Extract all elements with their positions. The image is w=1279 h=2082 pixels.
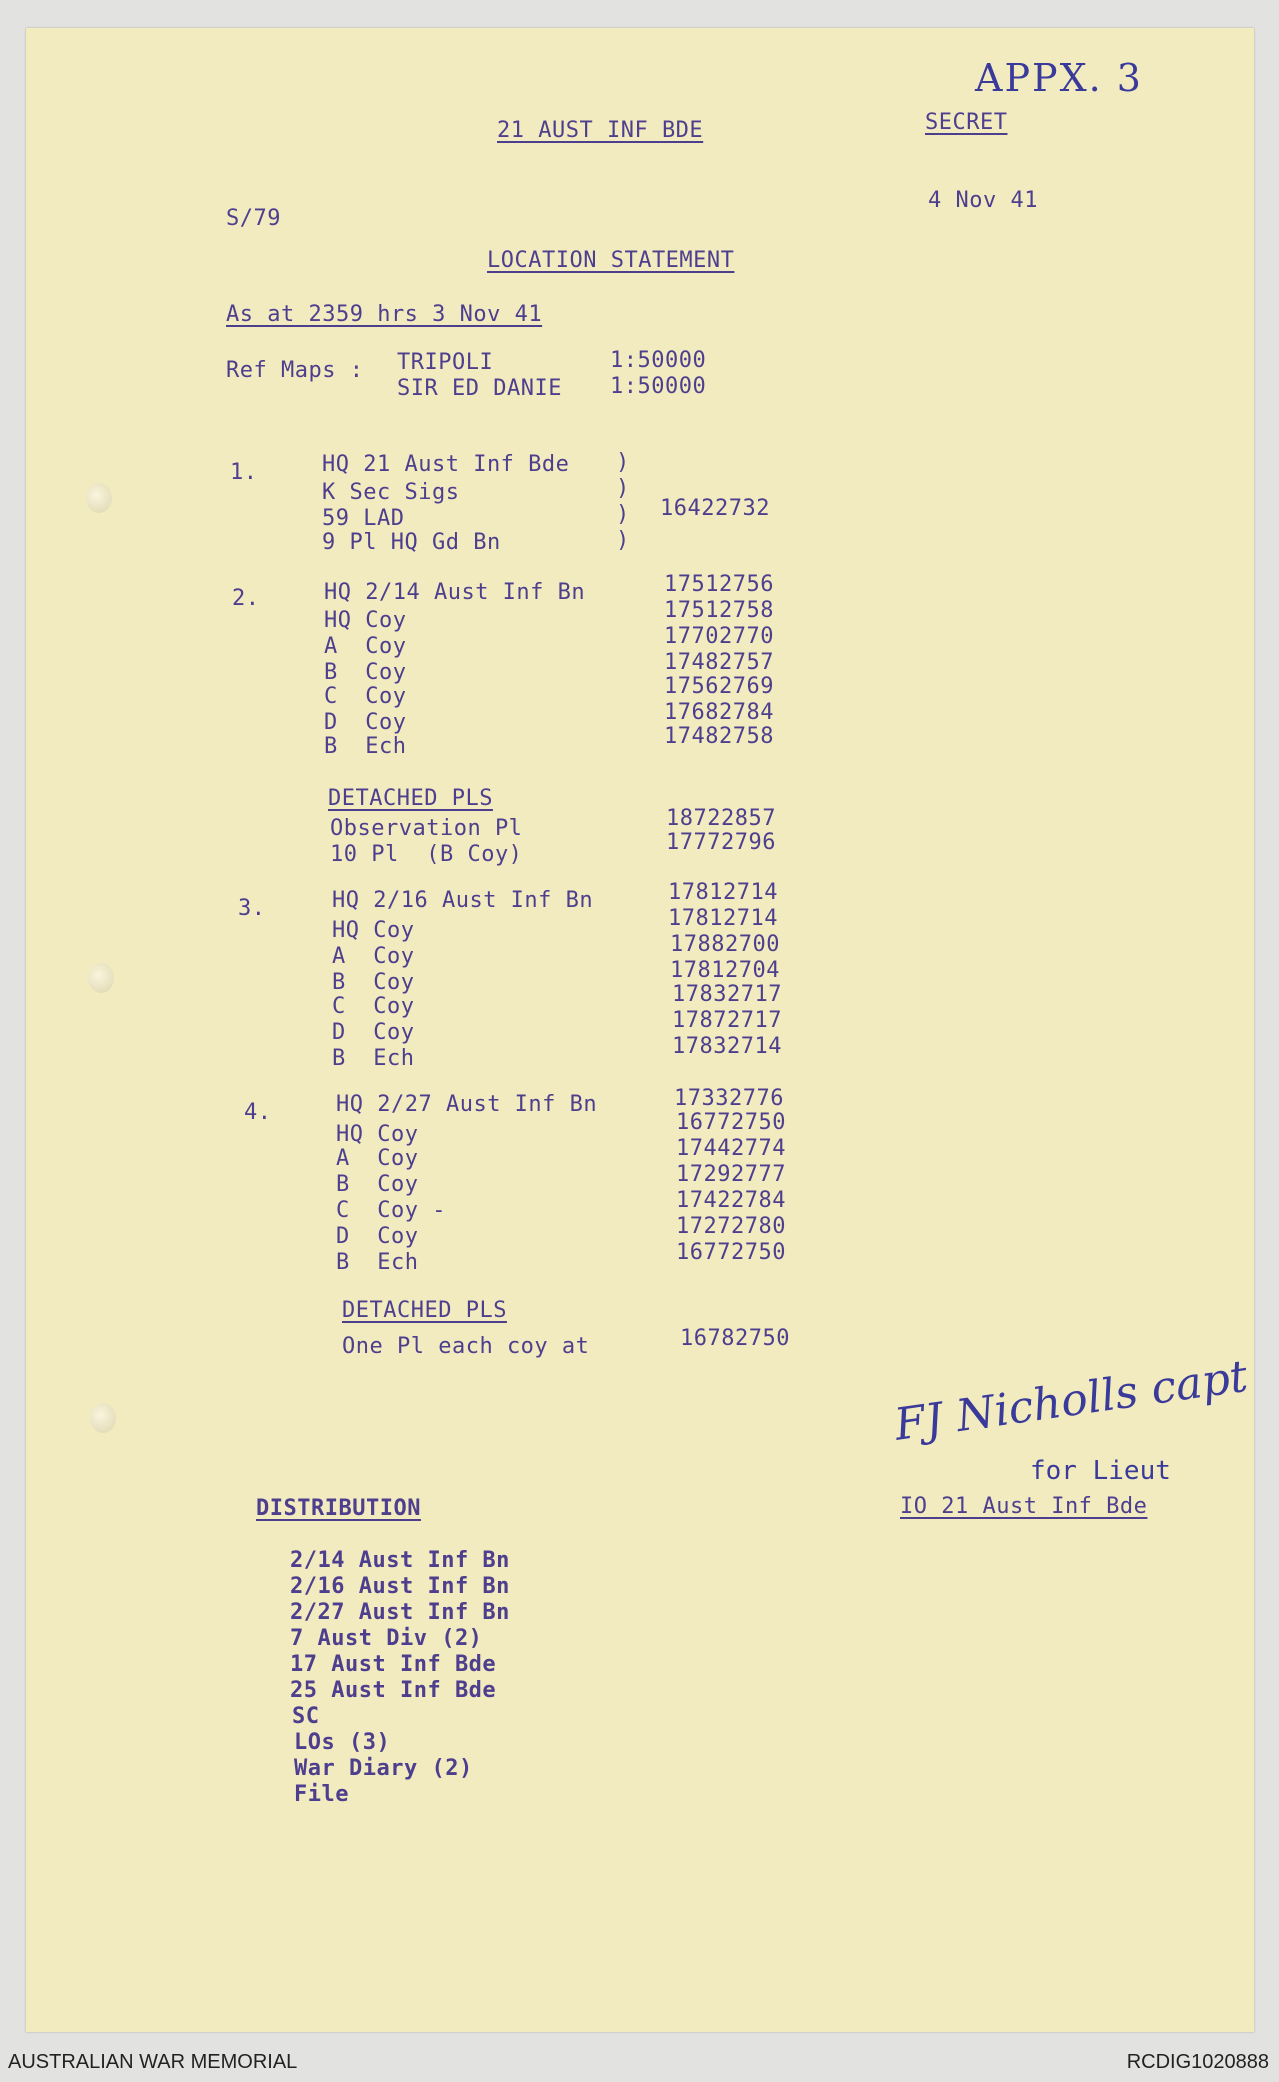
detached-heading: DETACHED PLS (328, 786, 493, 811)
unit-line: HQ Coy (332, 918, 415, 943)
unit-line: B Coy (336, 1172, 419, 1197)
unit-line: A Coy (332, 944, 415, 969)
grid-reference: 17292777 (676, 1162, 786, 1187)
grid-reference: 17332776 (674, 1086, 784, 1111)
unit-line: HQ Coy (324, 608, 407, 633)
grid-reference: 16772750 (676, 1110, 786, 1135)
detached-heading: DETACHED PLS (342, 1298, 507, 1323)
map-scale: 1:50000 (610, 348, 707, 373)
section-number: 4. (244, 1100, 272, 1125)
unit-heading: 21 AUST INF BDE (497, 118, 704, 143)
section-number: 3. (238, 896, 266, 921)
unit-line: B Ech (336, 1250, 419, 1275)
grid-reference: 17702770 (664, 624, 774, 649)
signatory-office: IO 21 Aust Inf Bde (900, 1494, 1148, 1519)
distribution-heading: DISTRIBUTION (256, 1496, 421, 1521)
grid-reference: 16782750 (680, 1326, 790, 1351)
grid-reference: 17882700 (670, 932, 780, 957)
handwritten-signature: FJ Nicholls capt (891, 1350, 1251, 1451)
punch-hole-mark (88, 963, 114, 993)
unit-line: HQ 2/14 Aust Inf Bn (324, 580, 586, 605)
unit-line: HQ Coy (336, 1122, 419, 1147)
grid-reference: 17832717 (672, 982, 782, 1007)
unit-line: D Coy (332, 1020, 415, 1045)
grid-reference: 17812704 (670, 958, 780, 983)
grid-reference: 17442774 (676, 1136, 786, 1161)
unit-line: B Coy (332, 970, 415, 995)
distribution-item: 2/14 Aust Inf Bn (290, 1548, 510, 1573)
punch-hole-mark (90, 1403, 116, 1433)
grid-reference: 17772796 (666, 830, 776, 855)
unit-line: HQ 21 Aust Inf Bde (322, 452, 570, 477)
grid-reference: 18722857 (666, 806, 776, 831)
grid-reference: 17832714 (672, 1034, 782, 1059)
unit-line: HQ 2/16 Aust Inf Bn (332, 888, 594, 913)
document-page (26, 28, 1254, 2032)
unit-line: B Coy (324, 660, 407, 685)
grid-reference: 17512758 (664, 598, 774, 623)
grid-reference: 17482757 (664, 650, 774, 675)
distribution-item: War Diary (2) (294, 1756, 473, 1781)
distribution-item: SC (292, 1704, 320, 1729)
distribution-item: LOs (3) (294, 1730, 391, 1755)
unit-line: HQ 2/27 Aust Inf Bn (336, 1092, 598, 1117)
map-name: SIR ED DANIE (397, 376, 562, 401)
security-classification: SECRET (925, 110, 1008, 135)
grid-reference: 17872717 (672, 1008, 782, 1033)
grid-reference: 17512756 (664, 572, 774, 597)
grid-reference: 16422732 (660, 496, 770, 521)
ref-maps-label: Ref Maps : (226, 358, 364, 383)
unit-line: A Coy (324, 634, 407, 659)
unit-line: C Coy (324, 684, 407, 709)
unit-line: C Coy - (336, 1198, 446, 1223)
archive-credit: AUSTRALIAN WAR MEMORIAL (8, 2051, 298, 2073)
reference-number: S/79 (226, 206, 281, 231)
distribution-item: File (294, 1782, 349, 1807)
map-name: TRIPOLI (397, 350, 494, 375)
unit-line: 10 Pl (B Coy) (330, 842, 523, 867)
section-number: 2. (232, 586, 260, 611)
unit-line: C Coy (332, 994, 415, 1019)
unit-line: D Coy (336, 1224, 419, 1249)
unit-line: 9 Pl HQ Gd Bn (322, 530, 501, 555)
distribution-item: 7 Aust Div (2) (290, 1626, 483, 1651)
unit-line: K Sec Sigs (322, 480, 460, 505)
unit-line: One Pl each coy at (342, 1334, 590, 1359)
distribution-item: 25 Aust Inf Bde (290, 1678, 497, 1703)
grid-reference: 17682784 (664, 700, 774, 725)
section-number: 1. (230, 460, 258, 485)
archive-identifier: RCDIG1020888 (1126, 2051, 1269, 2073)
unit-line: Observation Pl (330, 816, 523, 841)
grid-reference: 17422784 (676, 1188, 786, 1213)
document-date: 4 Nov 41 (928, 188, 1038, 213)
unit-line: 59 LAD (322, 506, 405, 531)
grid-reference: 16772750 (676, 1240, 786, 1265)
document-title: LOCATION STATEMENT (487, 248, 735, 273)
grid-reference: 17812714 (668, 880, 778, 905)
punch-hole-mark (86, 483, 112, 513)
signature-for-line: for Lieut (1030, 1456, 1171, 1486)
bracket: ) ) ) ) (616, 450, 630, 553)
grid-reference: 17562769 (664, 674, 774, 699)
unit-line: B Ech (324, 734, 407, 759)
grid-reference: 17272780 (676, 1214, 786, 1239)
unit-line: D Coy (324, 710, 407, 735)
distribution-item: 2/16 Aust Inf Bn (290, 1574, 510, 1599)
map-scale: 1:50000 (610, 374, 707, 399)
distribution-item: 2/27 Aust Inf Bn (290, 1600, 510, 1625)
appendix-note: APPX. 3 (975, 56, 1143, 100)
unit-line: A Coy (336, 1146, 419, 1171)
as-at-line: As at 2359 hrs 3 Nov 41 (226, 302, 543, 327)
distribution-item: 17 Aust Inf Bde (290, 1652, 497, 1677)
grid-reference: 17482758 (664, 724, 774, 749)
grid-reference: 17812714 (668, 906, 778, 931)
unit-line: B Ech (332, 1046, 415, 1071)
